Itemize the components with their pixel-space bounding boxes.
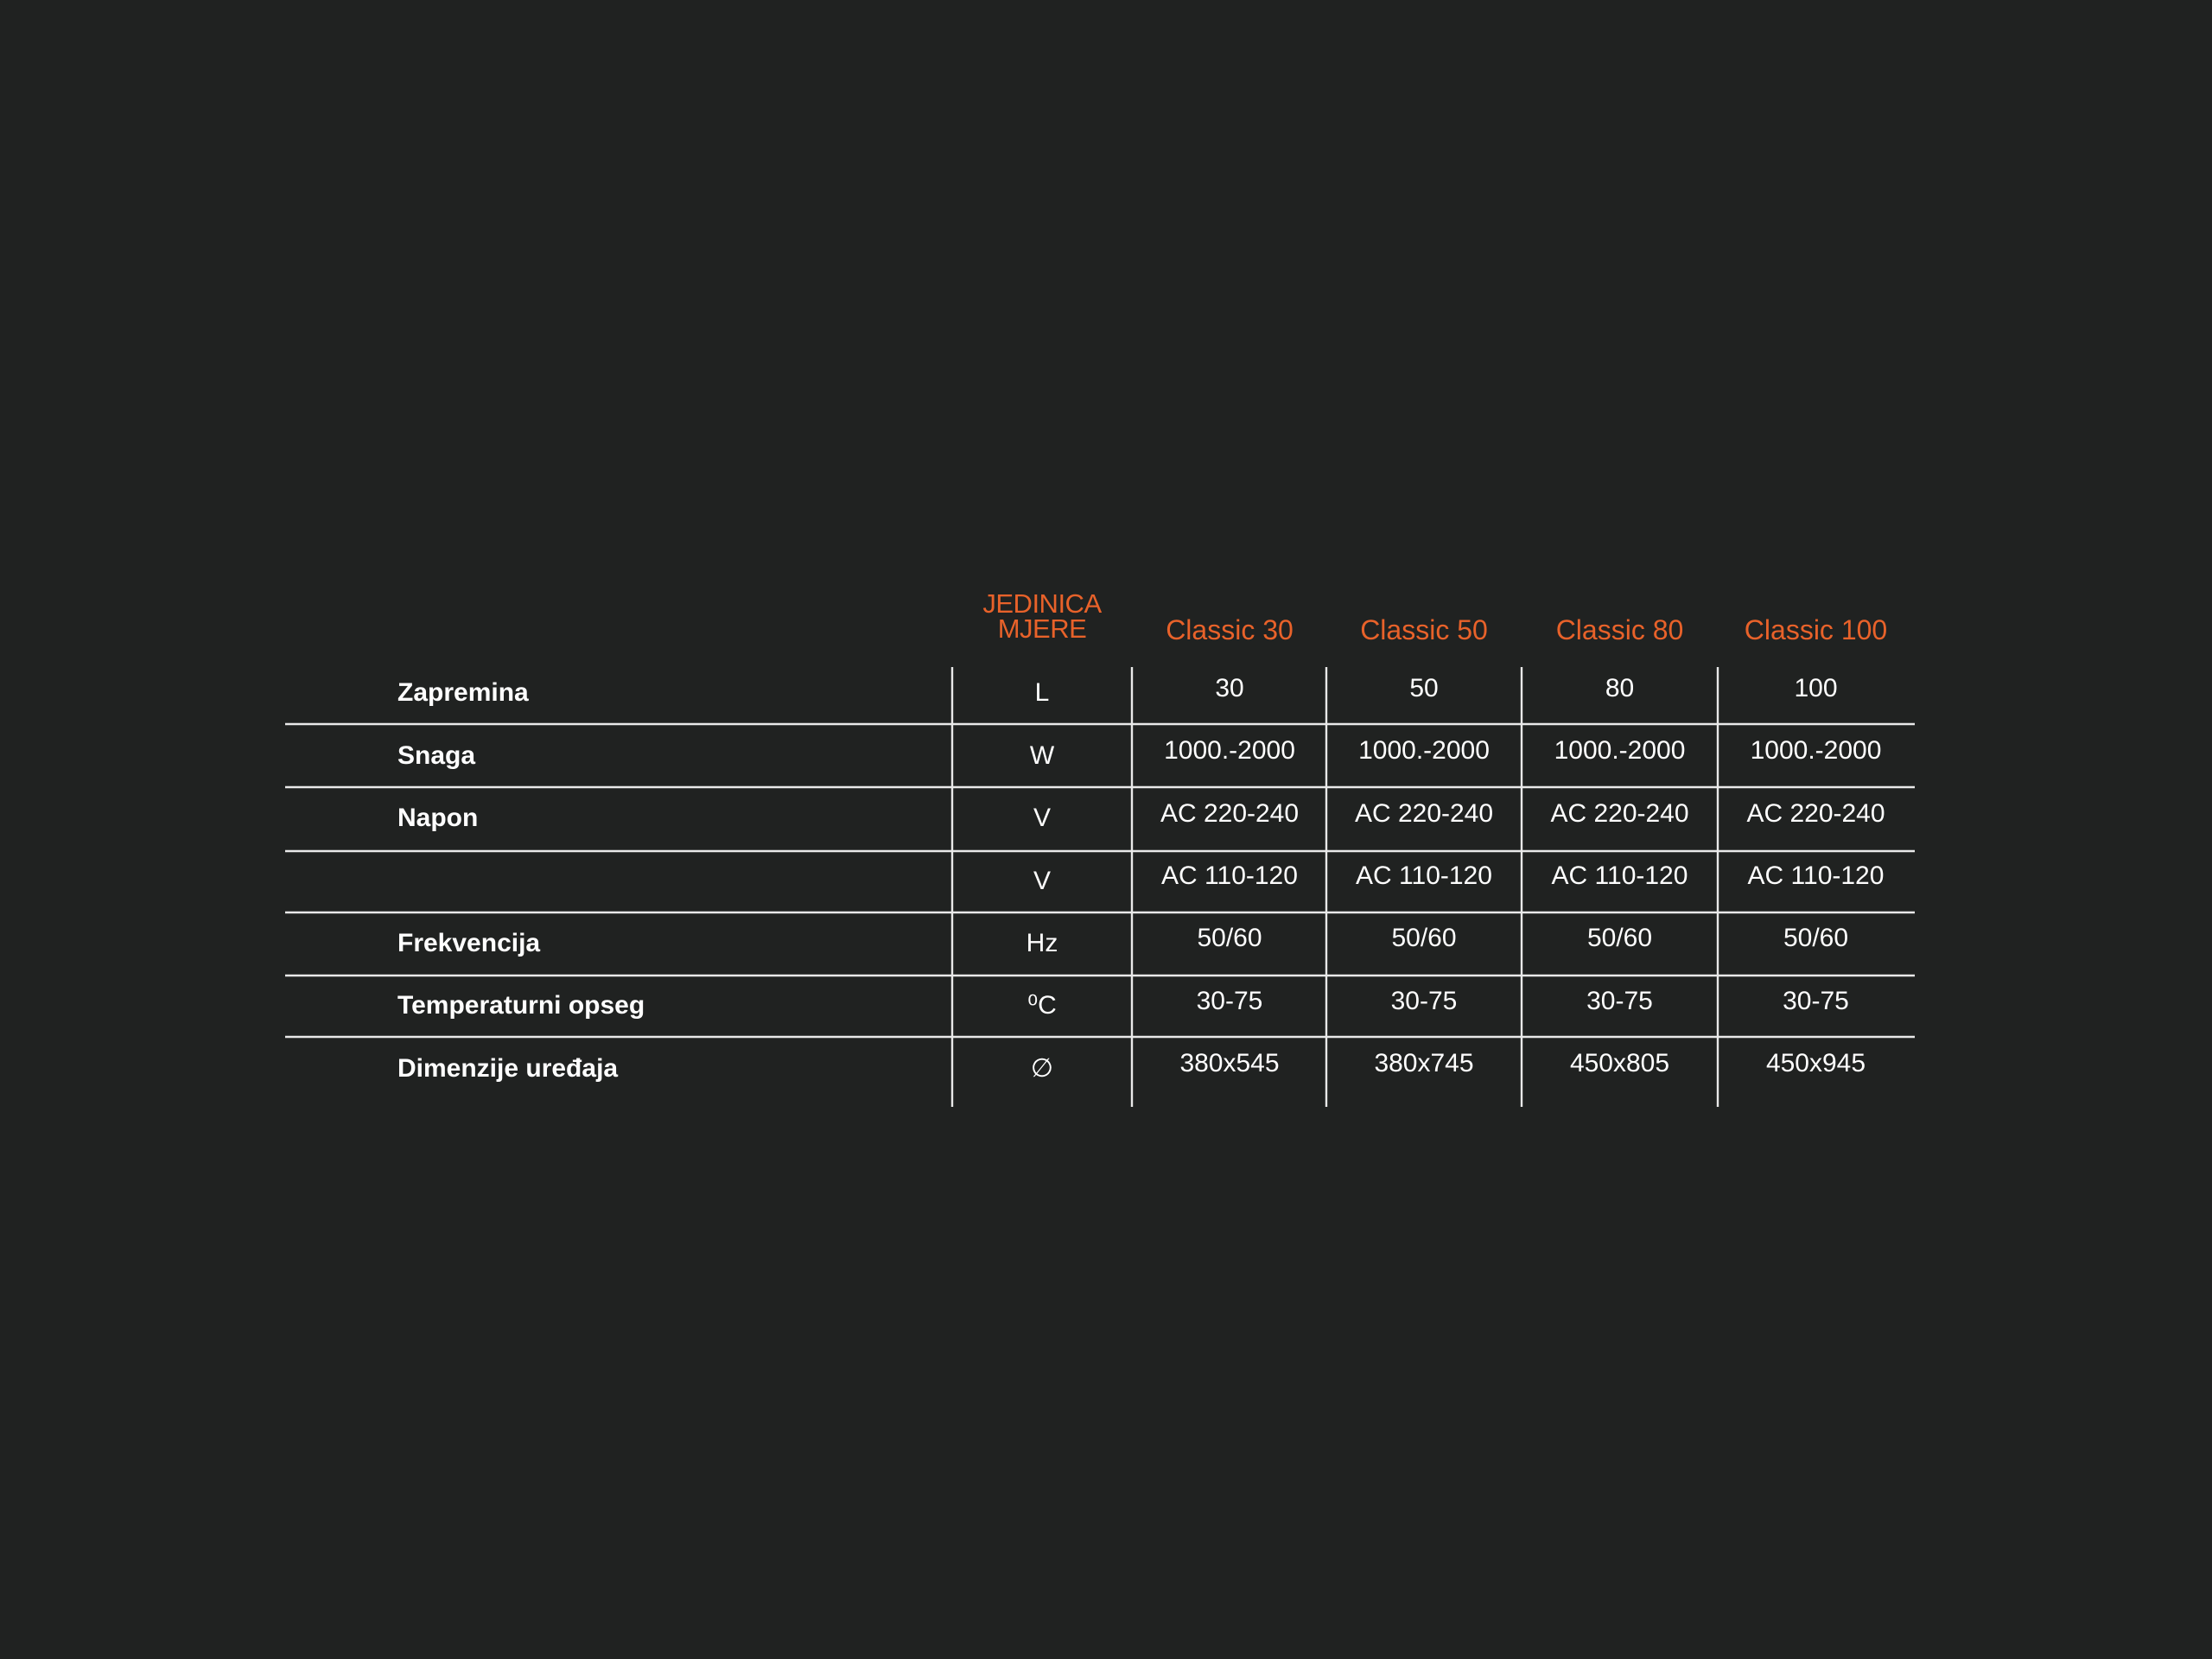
- value-cell: 30-75: [1783, 987, 1849, 1015]
- unit-cell: V: [1033, 804, 1051, 832]
- diameter-icon: ∅: [1030, 1054, 1054, 1083]
- unit-cell: V: [1033, 867, 1051, 895]
- value-cell: AC 220-240: [1160, 799, 1300, 828]
- value-cell: AC 220-240: [1550, 799, 1689, 828]
- value-cell: AC 110-120: [1747, 861, 1885, 890]
- value-cell: 1000.-2000: [1358, 736, 1490, 765]
- unit-header-line-2: MJERE: [997, 613, 1087, 644]
- model-header-classic-30: Classic 30: [1166, 614, 1294, 645]
- value-cell: 380x745: [1374, 1049, 1474, 1077]
- model-header-classic-100: Classic 100: [1744, 614, 1888, 645]
- row-label: Frekvencija: [397, 929, 541, 957]
- value-cell: AC 110-120: [1356, 861, 1492, 890]
- value-cell: 30-75: [1586, 987, 1653, 1015]
- value-cell: 30-75: [1196, 987, 1263, 1015]
- value-cell: 50/60: [1197, 924, 1262, 952]
- unit-cell: W: [1029, 741, 1055, 770]
- value-cell: AC 110-120: [1551, 861, 1688, 890]
- row-label: Snaga: [397, 741, 476, 770]
- value-cell: 30: [1215, 674, 1244, 702]
- value-cell: 50/60: [1783, 924, 1849, 952]
- value-cell: 50/60: [1391, 924, 1457, 952]
- value-cell: AC 110-120: [1161, 861, 1298, 890]
- row-label: Napon: [397, 804, 479, 832]
- value-cell: 50: [1409, 674, 1439, 702]
- value-cell: 1000.-2000: [1554, 736, 1686, 765]
- unit-column-header: [952, 588, 1132, 644]
- value-cell: 1000.-2000: [1750, 736, 1882, 765]
- model-header-classic-50: Classic 50: [1360, 614, 1488, 645]
- value-cell: 30-75: [1390, 987, 1458, 1015]
- value-cell: 50/60: [1586, 924, 1653, 952]
- row-label: Dimenzije uređaja: [397, 1054, 619, 1083]
- value-cell: AC 220-240: [1354, 799, 1494, 828]
- unit-cell: Hz: [1026, 929, 1058, 957]
- value-cell: 450x805: [1569, 1049, 1670, 1077]
- value-cell: 380x545: [1179, 1049, 1280, 1077]
- row-label: Zapremina: [397, 678, 529, 707]
- value-cell: 1000.-2000: [1164, 736, 1295, 765]
- unit-cell: ⁰C: [1027, 991, 1057, 1020]
- unit-header-line-1: JEDINICA: [982, 588, 1102, 619]
- value-cell: 100: [1794, 674, 1838, 702]
- value-cell: AC 220-240: [1746, 799, 1885, 828]
- unit-cell: L: [1034, 678, 1050, 707]
- row-label: Temperaturni opseg: [397, 991, 645, 1020]
- value-cell: 450x945: [1765, 1049, 1866, 1077]
- value-cell: 80: [1605, 674, 1635, 702]
- model-header-classic-80: Classic 80: [1555, 614, 1684, 645]
